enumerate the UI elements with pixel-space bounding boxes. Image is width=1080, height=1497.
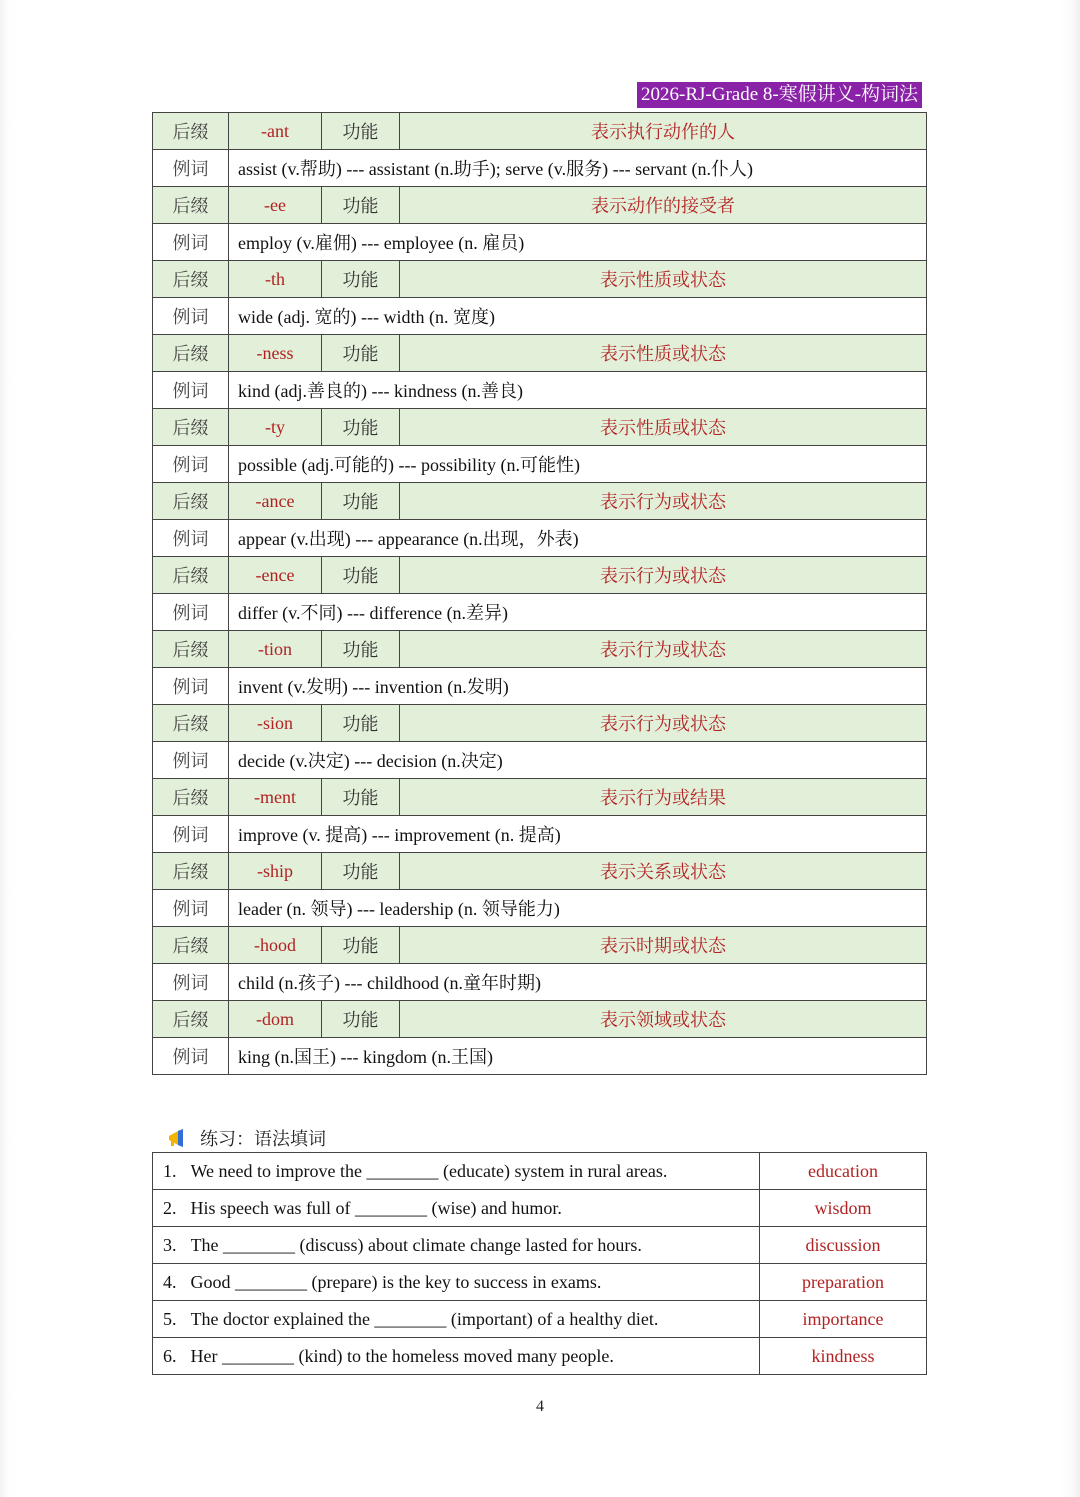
suffix-table [152,112,927,1075]
suffix-label: 后缀 [153,335,229,372]
example-cell: assist (v.帮助) --- assistant (n.助手); serve (v.服务) --- servant (n.仆人) [229,150,927,187]
suffix-label: 后缀 [153,557,229,594]
example-cell: child (n.孩子) --- childhood (n.童年时期) [229,964,927,1001]
answer-cell: discussion [760,1227,927,1264]
suffix-row [153,1001,927,1038]
suffix-cell: -hood [229,927,322,964]
example-row [153,520,927,557]
practice-row [153,1227,927,1264]
example-label: 例词 [153,1038,229,1075]
suffix-cell: -ant [229,113,322,150]
example-cell: decide (v.决定) --- decision (n.决定) [229,742,927,779]
practice-row [153,1301,927,1338]
function-label: 功能 [322,779,400,816]
example-row [153,668,927,705]
question-text: The doctor explained the ________ (important) of a healthy diet. [191,1301,760,1338]
question-text: The ________ (discuss) about climate change lasted for hours. [191,1227,760,1264]
example-cell: wide (adj. 宽的) --- width (n. 宽度) [229,298,927,335]
answer-cell: wisdom [760,1190,927,1227]
example-label: 例词 [153,224,229,261]
suffix-cell: -ness [229,335,322,372]
function-cell: 表示行为或状态 [400,483,927,520]
page-number: 4 [536,1398,544,1415]
function-cell: 表示领域或状态 [400,1001,927,1038]
suffix-cell: -ence [229,557,322,594]
practice-title-text: 练习：语法填词 [200,1129,326,1149]
example-cell: employ (v.雇佣) --- employee (n. 雇员) [229,224,927,261]
suffix-row [153,335,927,372]
suffix-label: 后缀 [153,779,229,816]
example-cell: appear (v.出现) --- appearance (n.出现，外表) [229,520,927,557]
example-row [153,446,927,483]
example-row [153,816,927,853]
question-text: Her ________ (kind) to the homeless moved many people. [191,1338,760,1375]
example-row [153,890,927,927]
answer-cell: preparation [760,1264,927,1301]
function-label: 功能 [322,1001,400,1038]
example-cell: possible (adj.可能的) --- possibility (n.可能性) [229,446,927,483]
question-number: 5. [153,1301,191,1338]
suffix-cell: -ship [229,853,322,890]
function-label: 功能 [322,853,400,890]
suffix-cell: -th [229,261,322,298]
suffix-cell: -ment [229,779,322,816]
suffix-label: 后缀 [153,631,229,668]
suffix-row [153,927,927,964]
suffix-cell: -sion [229,705,322,742]
suffix-row [153,557,927,594]
suffix-cell: -dom [229,1001,322,1038]
suffix-label: 后缀 [153,853,229,890]
practice-row [153,1264,927,1301]
function-label: 功能 [322,557,400,594]
example-label: 例词 [153,816,229,853]
function-label: 功能 [322,705,400,742]
question-text: Good ________ (prepare) is the key to success in exams. [191,1264,760,1301]
header-tag: 2026-RJ-Grade 8-寒假讲义-构词法 [637,82,922,108]
example-cell: leader (n. 领导) --- leadership (n. 领导能力) [229,890,927,927]
suffix-cell: -ty [229,409,322,446]
function-label: 功能 [322,187,400,224]
suffix-label: 后缀 [153,483,229,520]
suffix-label: 后缀 [153,187,229,224]
function-cell: 表示行为或状态 [400,631,927,668]
function-cell: 表示性质或状态 [400,335,927,372]
suffix-label: 后缀 [153,927,229,964]
function-cell: 表示行为或状态 [400,557,927,594]
suffix-row [153,779,927,816]
example-row [153,298,927,335]
example-cell: kind (adj.善良的) --- kindness (n.善良) [229,372,927,409]
suffix-row [153,853,927,890]
question-text: His speech was full of ________ (wise) and humor. [191,1190,760,1227]
suffix-row [153,113,927,150]
example-label: 例词 [153,446,229,483]
function-label: 功能 [322,261,400,298]
example-label: 例词 [153,964,229,1001]
suffix-row [153,261,927,298]
function-cell: 表示动作的接受者 [400,187,927,224]
function-cell: 表示执行动作的人 [400,113,927,150]
example-cell: improve (v. 提高) --- improvement (n. 提高) [229,816,927,853]
suffix-table-body [153,113,927,1075]
example-label: 例词 [153,372,229,409]
practice-table [152,1152,927,1375]
function-label: 功能 [322,335,400,372]
practice-row [153,1190,927,1227]
question-number: 2. [153,1190,191,1227]
example-cell: king (n.国王) --- kingdom (n.王国) [229,1038,927,1075]
suffix-label: 后缀 [153,113,229,150]
question-number: 6. [153,1338,191,1375]
megaphone-icon [166,1126,190,1150]
answer-cell: kindness [760,1338,927,1375]
example-row [153,742,927,779]
suffix-cell: -ee [229,187,322,224]
function-cell: 表示时期或状态 [400,927,927,964]
suffix-row [153,631,927,668]
suffix-row [153,705,927,742]
example-cell: differ (v.不同) --- difference (n.差异) [229,594,927,631]
function-label: 功能 [322,483,400,520]
function-label: 功能 [322,113,400,150]
function-cell: 表示关系或状态 [400,853,927,890]
function-cell: 表示性质或状态 [400,409,927,446]
question-text: We need to improve the ________ (educate) system in rural areas. [191,1153,760,1190]
example-label: 例词 [153,594,229,631]
example-label: 例词 [153,668,229,705]
example-label: 例词 [153,298,229,335]
example-row [153,594,927,631]
suffix-label: 后缀 [153,261,229,298]
suffix-cell: -tion [229,631,322,668]
function-cell: 表示行为或状态 [400,705,927,742]
example-row [153,1038,927,1075]
function-cell: 表示性质或状态 [400,261,927,298]
suffix-row [153,187,927,224]
example-row [153,964,927,1001]
function-label: 功能 [322,927,400,964]
function-label: 功能 [322,631,400,668]
suffix-label: 后缀 [153,409,229,446]
suffix-row [153,409,927,446]
example-row [153,224,927,261]
suffix-label: 后缀 [153,705,229,742]
example-cell: invent (v.发明) --- invention (n.发明) [229,668,927,705]
example-label: 例词 [153,890,229,927]
practice-row [153,1153,927,1190]
question-number: 1. [153,1153,191,1190]
question-number: 3. [153,1227,191,1264]
function-cell: 表示行为或结果 [400,779,927,816]
practice-title [166,1124,326,1152]
suffix-row [153,483,927,520]
example-label: 例词 [153,150,229,187]
practice-table-body [153,1153,927,1375]
example-row [153,372,927,409]
example-label: 例词 [153,520,229,557]
function-label: 功能 [322,409,400,446]
answer-cell: education [760,1153,927,1190]
example-label: 例词 [153,742,229,779]
practice-row [153,1338,927,1375]
answer-cell: importance [760,1301,927,1338]
suffix-label: 后缀 [153,1001,229,1038]
suffix-cell: -ance [229,483,322,520]
example-row [153,150,927,187]
question-number: 4. [153,1264,191,1301]
